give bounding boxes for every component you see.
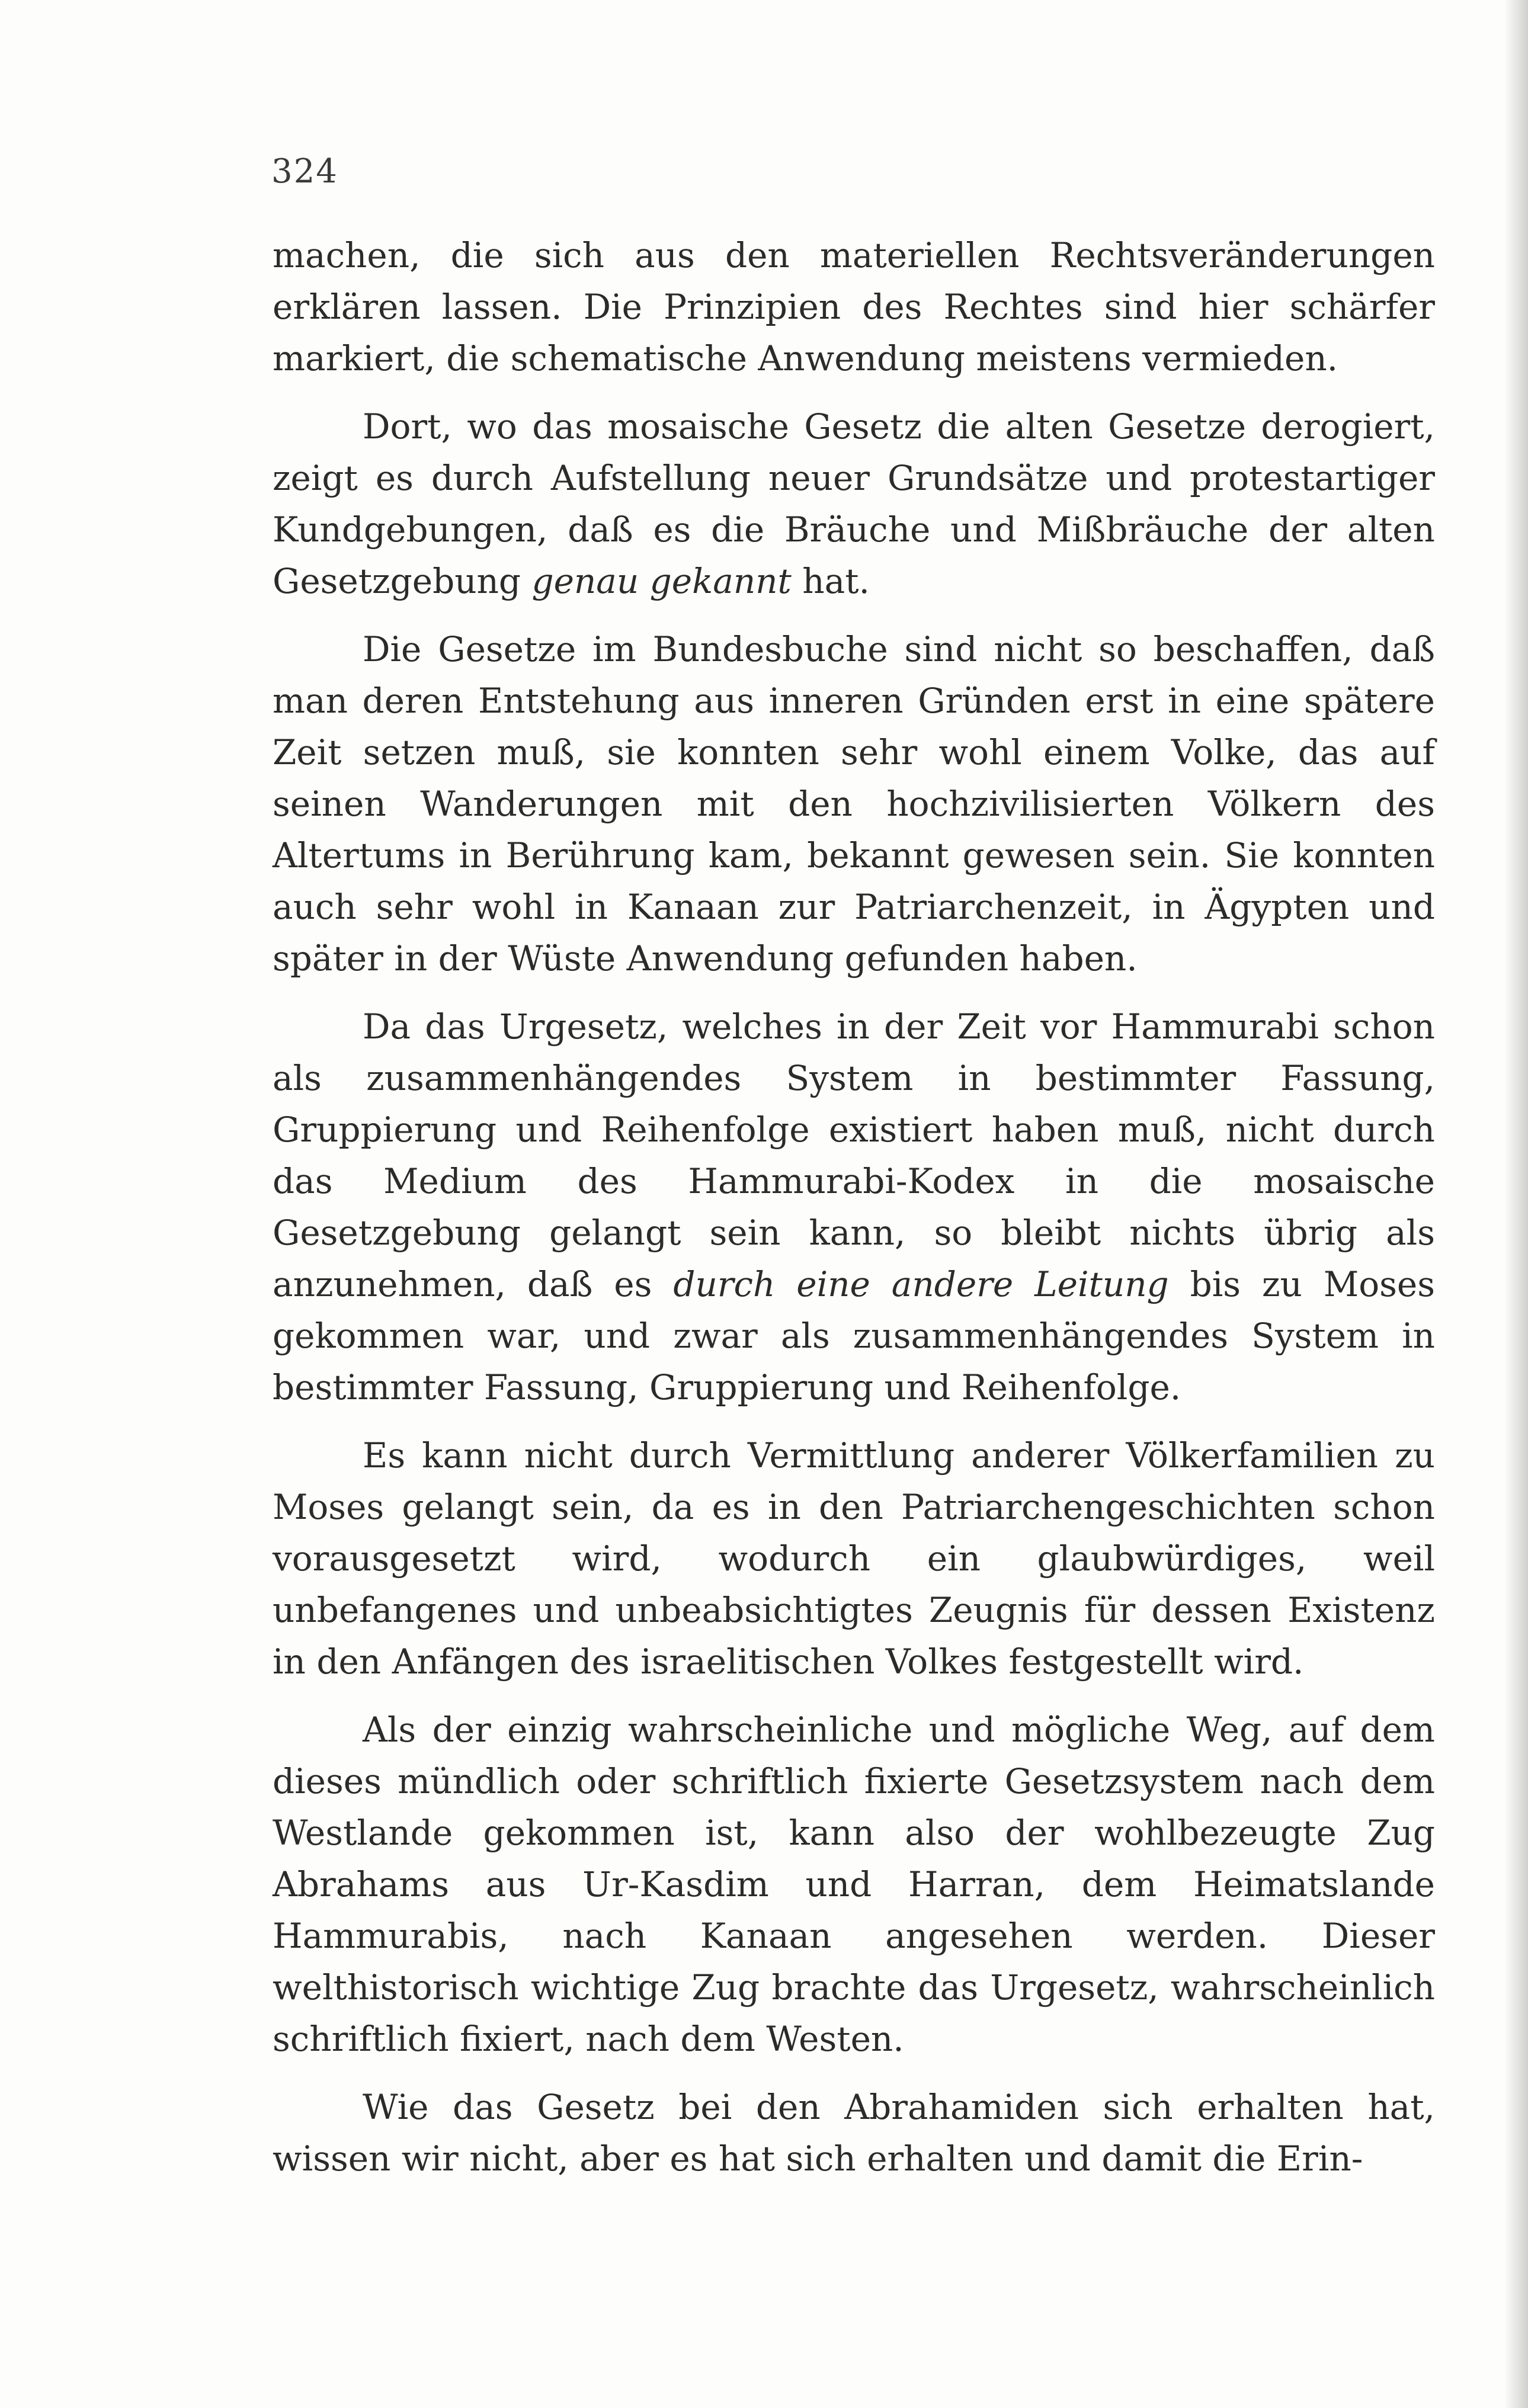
emphasized-text: durch eine andere Leitung <box>673 1264 1169 1304</box>
paragraph-text: Als der einzig wahrscheinliche und mögliche Weg, auf dem dieses mündlich oder schriftlich fixierte Gesetzsystem nach dem Westlande gekommen ist, kann also der wohlbezeugte Zug Abrahams aus Ur-Kasdim und Harran, dem Heimatslande Hammurabis, nach Kanaan angesehen werden. Dieser welthistorisch wichtige Zug brachte das Urgesetz, wahrscheinlich schriftlich fixiert, nach dem Westen. <box>273 1710 1435 2059</box>
page-number: 324 <box>271 152 338 191</box>
paragraph-text: hat. <box>791 561 870 601</box>
paragraph-4 <box>273 1001 1435 1413</box>
paragraph-text: Die Gesetze im Bundesbuche sind nicht so beschaffen, daß man deren Entstehung aus inneren Gründen erst in eine spätere Zeit setzen muß, sie konnten sehr wohl einem Volke, das auf seinen Wanderungen mit den hochzivilisierten Völkern des Altertums in Berührung kam, bekannt gewesen sein. Sie konnten auch sehr wohl in Kanaan zur Patriarchenzeit, in Ägypten und später in der Wüste Anwendung gefunden haben. <box>273 629 1435 979</box>
paragraph-2 <box>273 401 1435 607</box>
paragraph-text: Da das Urgesetz, welches in der Zeit vor Hammurabi schon als zusammenhängendes System in bestimmter Fassung, Gruppierung und Reihenfolge existiert haben muß, nicht durch das Medium des Hammurabi-Kodex in die mosaische Gesetzgebung gelangt sein kann, so bleibt nichts übrig als anzunehmen, daß es <box>273 1006 1435 1304</box>
paragraph-text: Es kann nicht durch Vermittlung anderer Völkerfamilien zu Moses gelangt sein, da es in den Patriarchengeschichten schon vorausgesetzt wird, wodurch ein glaubwürdiges, weil unbefangenes und unbeabsichtigtes Zeugnis für dessen Existenz in den Anfängen des israelitischen Volkes festgestellt wird. <box>273 1435 1435 1682</box>
body-text <box>273 230 1435 2201</box>
paragraph-1 <box>273 230 1435 384</box>
paragraph-3 <box>273 624 1435 985</box>
paragraph-text: Dort, wo das mosaische Gesetz die alten Gesetze derogiert, zeigt es durch Aufstellung neuer Grundsätze und protestartiger Kundgebungen, daß es die Bräuche und Mißbräuche der alten Gesetzgebung <box>273 406 1435 601</box>
paragraph-text: Wie das Gesetz bei den Abrahamiden sich erhalten hat, wissen wir nicht, aber es hat sich erhalten und damit die Erin- <box>273 2087 1435 2179</box>
paragraph-text: bis zu Moses gekommen war, und zwar als zusammenhängendes System in bestimmter Fassung, Gruppierung und Reihenfolge. <box>273 1264 1435 1407</box>
page-edge-shadow <box>1504 0 1528 2408</box>
paragraph-5 <box>273 1430 1435 1688</box>
paragraph-7 <box>273 2082 1435 2185</box>
paragraph-text: machen, die sich aus den materiellen Rechtsveränderungen erklären lassen. Die Prinzipien des Rechtes sind hier schärfer markiert, die schematische Anwendung meistens vermieden. <box>273 235 1435 379</box>
paragraph-6 <box>273 1704 1435 2065</box>
emphasized-text: genau gekannt <box>531 561 792 601</box>
